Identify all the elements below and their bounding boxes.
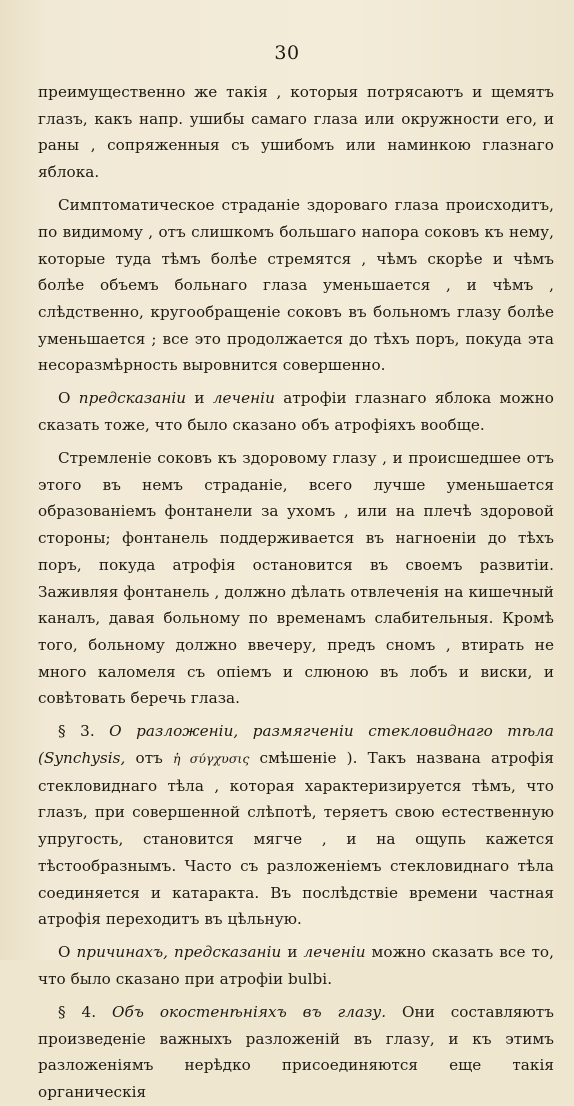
italic-run: Объ окостенѣніяхъ въ глазу. — [111, 1002, 387, 1021]
paragraph — [38, 939, 554, 992]
text-run: отъ — [125, 749, 173, 768]
italic-run: леченіи — [212, 389, 275, 408]
italic-run: О разложеніи, размягченіи стекловиднаго тѣла (Synchysis, — [38, 722, 554, 768]
text-run: О — [58, 943, 77, 962]
paragraph — [38, 718, 554, 933]
text-run: Симптоматическое страданіе здороваго глаза происходитъ, по видимому , отъ слишкомъ большаго напора соковъ къ нему, которые туда тѣмъ болѣе стремятся , чѣмъ скорѣе и чѣмъ болѣе объемъ больнаго глаза уменьшается , и чѣмъ , слѣдственно, кругообращеніе соковъ въ больномъ глазу болѣе уменьшается ; все это продолжается до тѣхъ поръ, покуда эта несоразмѣрность выровнится совершенно. — [38, 196, 554, 375]
text-run: О — [58, 389, 79, 408]
text-run: и — [281, 943, 304, 962]
text-run: можно сказать все то, что было сказано при атрофіи bulbi. — [38, 943, 554, 988]
paragraph — [38, 192, 554, 379]
italic-run: ἡ σύγχυσις — [173, 751, 250, 767]
text-run: и — [186, 389, 213, 408]
text-run: атрофіи глазнаго яблока можно сказать тоже, что было сказано объ атрофіяхъ вообще. — [38, 389, 554, 435]
paragraph — [38, 999, 554, 1106]
paragraph — [38, 79, 554, 186]
italic-run: предсказаніи — [78, 389, 187, 408]
text-run: § 4. — [58, 1002, 112, 1021]
paragraph — [38, 385, 554, 438]
italic-run: леченіи — [303, 943, 366, 962]
text-run: преимущественно же такія , которыя потрясаютъ и щемятъ глазъ, какъ напр. ушибы самаго глаза или окружности его, и раны , сопряженныя съ ушибомъ или наминкою глазнаго яблока. — [38, 83, 554, 182]
body-text — [38, 79, 554, 1106]
page-number: 30 — [274, 42, 300, 64]
text-run: Они составляютъ произведеніе важныхъ разложеній въ глазу, и къ этимъ разложеніямъ нерѣдко присоединяются еще такія органическія — [38, 1002, 554, 1102]
text-run: смѣшеніе ). Такъ названа атрофія стекловиднаго тѣла , которая характеризируется тѣмъ, что глазъ, при совершенной слѣпотѣ, теряетъ свою естественную упругость, становится мягче , и на ощупь кажется тѣстообразнымъ. Часто съ разложеніемъ стекловиднаго тѣла соединяется и катаракта. Въ послѣдствіе времени частная атрофія переходитъ въ цѣльную. — [38, 749, 554, 929]
paragraph — [38, 445, 554, 712]
text-run: § 3. — [58, 722, 110, 741]
text-run: Стремленіе соковъ къ здоровому глазу , и происшедшее отъ этого въ немъ страданіе, всего лучше уменьшается образованіемъ фонтанели за ухомъ , или на плечѣ здоровой стороны; фонтанель поддерживается въ нагноеніи до тѣхъ поръ, покуда атрофія остановится въ своемъ развитіи. Заживляя фонтанель , должно дѣлать отвлеченія на кишечный каналъ, давая больному по временамъ слабительныя. Кромѣ того, больному должно ввечеру, предъ сномъ , втирать не много каломеля съ опіемъ и слюною въ лобъ и виски, и совѣтовать беречь глаза. — [38, 449, 554, 708]
italic-run: причинахъ, предсказаніи — [76, 943, 282, 962]
